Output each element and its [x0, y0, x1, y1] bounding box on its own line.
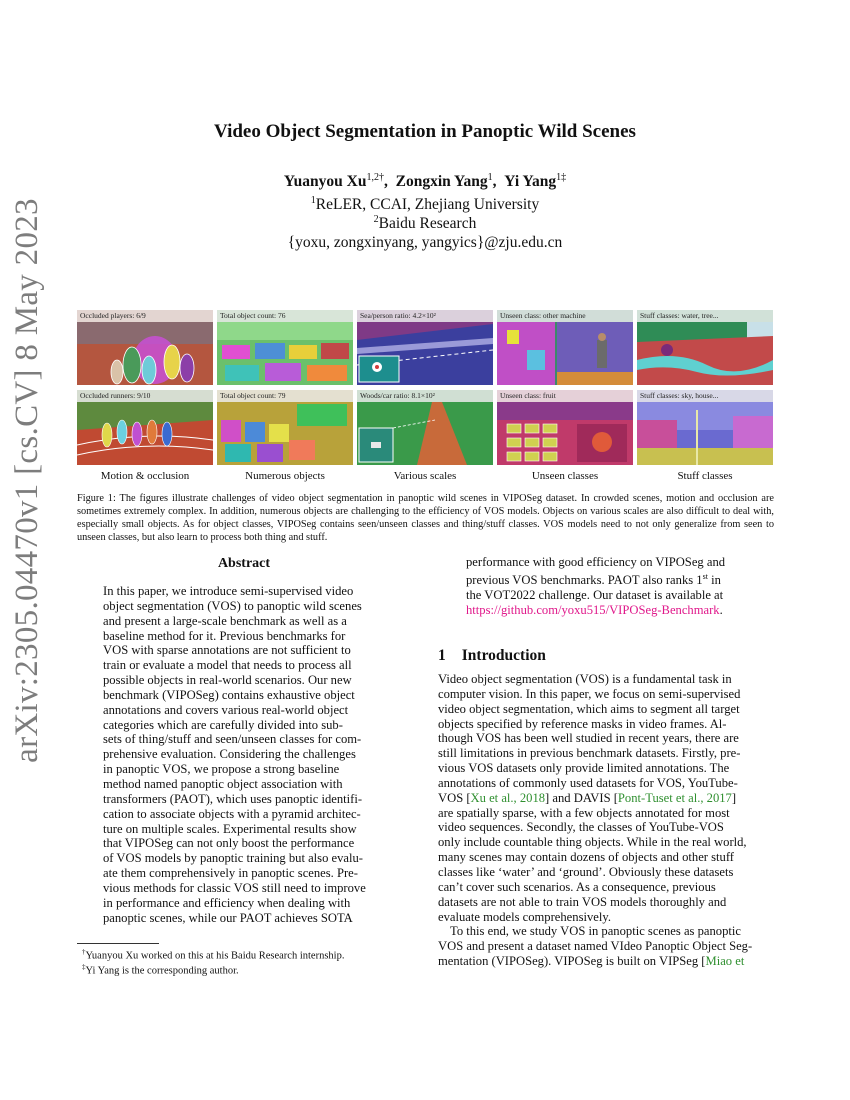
text-span: ]: [731, 790, 737, 805]
text-line: classes like ‘water’ and ‘ground’. Obviously these datasets: [438, 864, 734, 879]
text-line: ture on multiple scales. Experimental results show: [103, 821, 357, 836]
tile-label: Unseen class: fruit: [497, 390, 633, 402]
text-line: Video object segmentation (VOS) is a fundamental task in: [438, 672, 732, 686]
affiliation-text: Baidu Research: [378, 215, 477, 233]
affiliation-1: [0, 195, 850, 214]
text-line: video object segmentation, which aims to segment all target: [438, 701, 740, 716]
author-sup: 1,2†: [366, 172, 384, 183]
dataset-link[interactable]: https://github.com/yoxu515/VIPOSeg-Benchmark: [466, 602, 720, 617]
ordinal-sup: st: [702, 571, 708, 581]
text-line: To this end, we study VOS in panoptic scenes as panoptic: [450, 924, 741, 939]
tile-label: Occluded players: 6/9: [77, 310, 213, 322]
figure-category-label: Motion & occlusion: [100, 470, 190, 482]
figure-tile-occluded-players: [77, 310, 213, 385]
citation-link[interactable]: Xu et al., 2018: [470, 790, 546, 805]
abstract-body: [103, 584, 385, 925]
text-span: VOS [: [438, 790, 471, 805]
tile-label: Sea/person ratio: 4.2×10²: [357, 310, 493, 322]
paper-title: Video Object Segmentation in Panoptic Wild Scenes: [214, 121, 636, 142]
text-line: still limitations in previous benchmark datasets. Firstly, pre-: [438, 746, 741, 761]
text-line: cation to associate objects with a pyramid architec-: [103, 806, 361, 821]
tile-label: Stuff classes: water, tree...: [637, 310, 773, 322]
text-line: datasets are not able to train VOS models thoroughly and: [438, 894, 727, 909]
figure-tile-classroom-2: [217, 390, 353, 465]
abstract-continued: [466, 555, 756, 618]
figure-category-label: Unseen classes: [531, 470, 599, 482]
text-line: objects specified by reference masks in video frames. Al-: [438, 716, 727, 731]
text-line: vious methods for classic VOS still need to improve: [103, 880, 366, 895]
tile-label: Stuff classes: sky, house...: [637, 390, 773, 402]
text-line: panoptic scenes, while our PAOT achieves SOTA: [103, 910, 353, 925]
text-line: vious VOS datasets only provide limited annotations. The: [438, 761, 730, 776]
author-emails: {yoxu, zongxinyang, yangyics}@zju.edu.cn: [287, 234, 563, 251]
affiliation-sup: 2: [373, 214, 379, 225]
author-list: Yuanyou $Xu^{1,2\dagger}$, Zongxin Yang$^1$, Yi Yang$^{1\ddagger}$: [283, 172, 567, 191]
figure-caption: Figure 1: The figures illustrate challenges of video object segmentation in panoptic wild scenes in VIPOSeg dataset. In crowded scenes, motion and occlusion are sometimes extremely complex. In addition, numerous objects are challenging to the efficiency of VOS models. Objects on various scales are also difficult to deal with, especially small objects. As for object classes, VIPOSeg contains seen/unseen classes and thing/stuff classes. VOS models need to not only generalize from seen to unseen classes, but also learn to process both thing and stuff.: [77, 493, 774, 543]
figure-category-label: Various scales: [393, 470, 457, 482]
text-line: VOS with sparse annotations are not sufficient to: [103, 643, 351, 658]
text-line: ate them comprehensively in panoptic scenes. Pre-: [103, 866, 358, 881]
text-line: In this paper, we introduce semi-supervised video: [103, 584, 354, 598]
text-line: only include countable thing objects. While in the real world,: [438, 835, 747, 850]
text-line: in performance and efficiency when dealing with: [103, 895, 351, 910]
text-line: [438, 954, 775, 969]
figure-tile-sky-house: [637, 390, 773, 465]
figure-category-label: Stuff classes: [677, 470, 733, 482]
abstract-heading: Abstract: [217, 556, 271, 571]
text-span: mentation (VIPOSeg). VIPOSeg is built on VIPSeg [: [438, 954, 706, 969]
figure-tile-sea-person: [357, 310, 493, 385]
text-line: transformers (PAOT), which uses panoptic identifi-: [103, 791, 363, 806]
text-line: train or evaluate a model that needs to process all: [103, 658, 352, 673]
author-sup: 1‡: [556, 172, 567, 183]
text-line: many scenes may contain dozens of objects and other stuff: [438, 850, 734, 865]
figure-tile-fruit: [497, 390, 633, 465]
figure-category-label: Numerous objects: [245, 470, 325, 482]
author-name: Yi Yang: [504, 173, 557, 191]
text-line: computer vision. In this paper, we focus on semi-supervised: [438, 686, 741, 701]
text-line: performance with good efficiency on VIPOSeg and: [466, 555, 726, 569]
arxiv-stamp: [2, 197, 52, 763]
affiliation-text: ReLER, CCAI, Zhejiang University: [315, 196, 540, 214]
footnote-mark: ‡: [82, 963, 86, 971]
text-line: the VOT2022 challenge. Our dataset is available at: [466, 587, 724, 602]
section-number: 1: [438, 647, 446, 664]
text-line: annotations and covers various real-world object: [103, 702, 349, 717]
footnote-1: [82, 948, 344, 962]
tile-label: Unseen class: other machine: [497, 310, 633, 322]
footnote-text: Yi Yang is the corresponding author.: [85, 965, 239, 977]
introduction-body: [438, 672, 775, 969]
text-line: of VOS models by panoptic training but also evalu-: [103, 851, 363, 866]
text-line: in panoptic VOS, we propose a strong baseline: [103, 762, 340, 777]
text-line: prehensive evaluation. Considering the challenges: [103, 747, 356, 762]
author-sup: 1: [487, 172, 493, 183]
text-line: evaluate models comprehensively.: [438, 909, 611, 924]
text-line: [438, 791, 775, 806]
footnote-2: [82, 963, 239, 977]
text-span: .: [719, 602, 723, 617]
text-line: that VIPOSeg can not only boost the performance: [103, 836, 355, 851]
section-title: Introduction: [461, 647, 546, 664]
text-line: though VOS has been well studied in recent years, there are: [438, 731, 739, 746]
tile-label: Woods/car ratio: 8.1×10²: [357, 390, 493, 402]
text-line: categories which are carefully divided into sub-: [103, 717, 343, 732]
text-line: annotations of commonly used datasets for VOS, YouTube-: [438, 775, 738, 790]
text-line: object segmentation (VOS) to panoptic wild scenes: [103, 598, 362, 613]
figure-tile-other-machine: [497, 310, 633, 385]
section-heading-introduction: [438, 647, 546, 665]
tile-label: Total object count: 76: [217, 310, 353, 322]
footnote-mark: †: [82, 948, 86, 956]
author-name: Yuanyou Xu: [283, 173, 367, 191]
text-span: ] and DAVIS [: [545, 790, 618, 805]
text-line: possible objects in real-world scenarios. Our new: [103, 673, 352, 688]
figure-tile-occluded-runners: [77, 390, 213, 465]
text-line: method named panoptic object association with: [103, 776, 343, 791]
figure-tile-classroom: [217, 310, 353, 385]
arxiv-stamp-text: arXiv:2305.04470v1 [cs.CV] 8 May 2023: [8, 197, 45, 763]
text-line: benchmark (VIPOSeg) contains exhaustive object: [103, 687, 355, 702]
text-line: [466, 603, 756, 618]
citation-link[interactable]: Pont-Tuset et al., 2017: [617, 790, 732, 805]
text-line: [466, 570, 756, 588]
text-line: can’t cover such scenarios. As a consequence, previous: [438, 879, 716, 894]
tile-label: Total object count: 79: [217, 390, 353, 402]
text-line: baseline method for it. Previous benchmarks for: [103, 628, 346, 643]
figure-tile-woods-car: [357, 390, 493, 465]
figure-1: [77, 310, 774, 467]
affiliation-sup: 1: [310, 195, 316, 206]
text-line: and present a large-scale benchmark as well as a: [103, 613, 347, 628]
text-span: previous VOS benchmarks. PAOT also ranks 1: [466, 573, 703, 588]
author-name: Zongxin Yang: [395, 173, 488, 191]
figure-tile-water-tree: [637, 310, 773, 385]
text-span: in: [707, 573, 721, 588]
tile-label: Occluded runners: 9/10: [77, 390, 213, 402]
affiliation-2: [0, 214, 850, 233]
footnote-rule: [77, 943, 159, 944]
text-line: sets of thing/stuff and seen/unseen classes for com-: [103, 732, 362, 747]
text-line: VOS and present a dataset named VIdeo Panoptic Object Seg-: [438, 939, 753, 954]
text-line: video sequences. Secondly, the classes of YouTube-VOS: [438, 820, 724, 835]
citation-link[interactable]: Miao et: [705, 954, 745, 969]
text-line: are spatially sparse, with a few objects annotated for most: [438, 805, 730, 820]
footnote-text: Yuanyou Xu worked on this at his Baidu Research internship.: [85, 950, 345, 962]
